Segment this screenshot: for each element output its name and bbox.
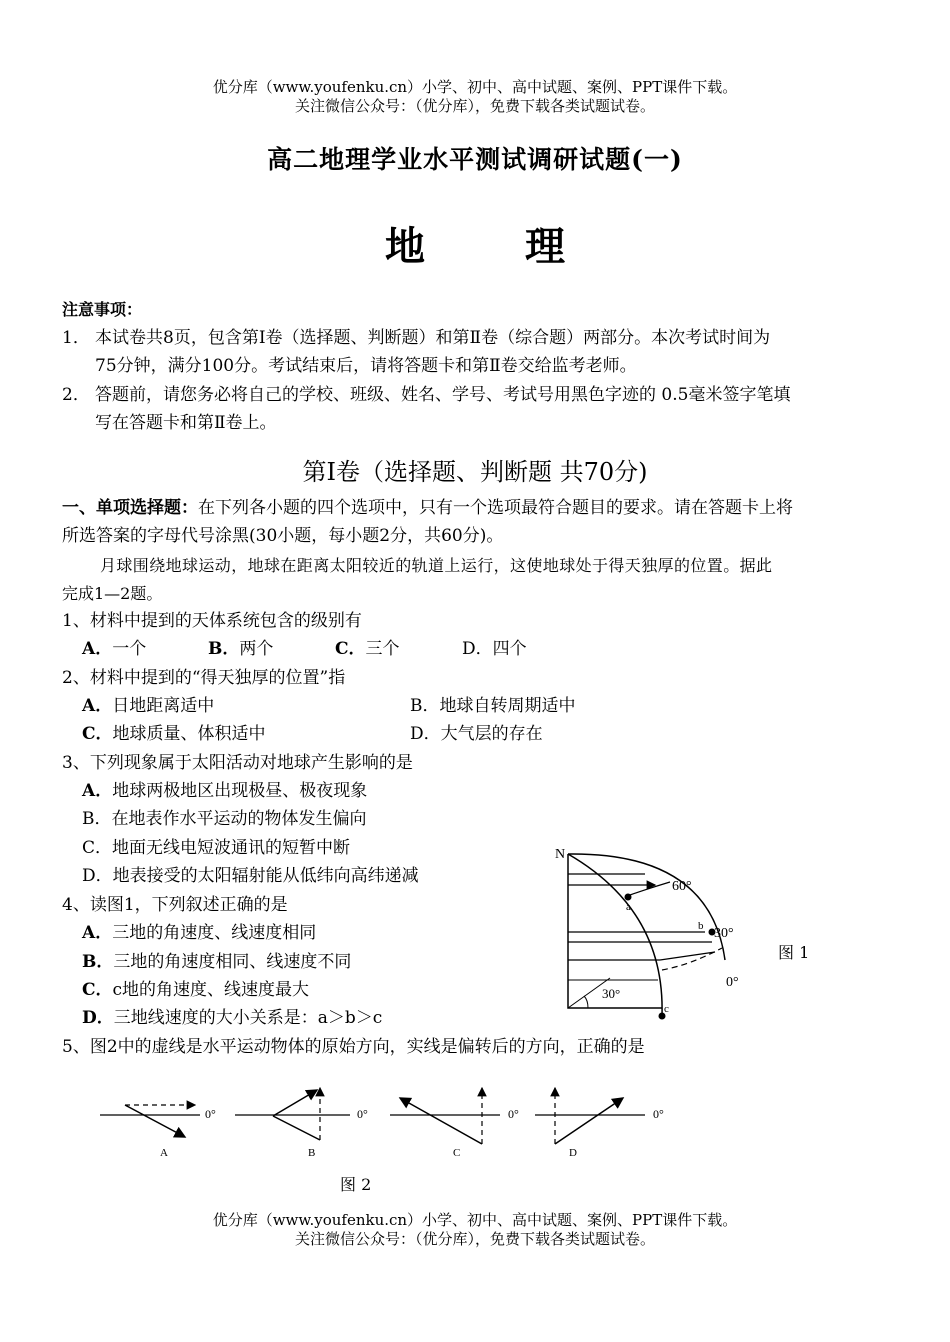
section-title: 第Ⅰ卷（选择题、判断题 共70分) (302, 458, 648, 486)
option-text: 在地表作水平运动的物体发生偏向 (111, 809, 367, 829)
subject-char-1: 地 (385, 223, 425, 270)
option-text: 地球两极地区出现极昼、极夜现象 (112, 781, 368, 801)
lat-60-arc (630, 882, 670, 895)
label-lat30: 30° (714, 926, 734, 941)
option-letter: B． (208, 639, 240, 659)
panel-a-degree: 0° (205, 1107, 216, 1121)
panel-d-degree: 0° (653, 1107, 664, 1121)
part1-text: 在下列各小题的四个选项中，只有一个选项最符合题目的要求。请在答题卡上将 (198, 498, 793, 518)
option-letter: B． (82, 809, 112, 829)
panel-d-letter: D (569, 1147, 577, 1159)
option-text: c地的角速度、线速度最大 (112, 980, 310, 1000)
notice-item-2-line1: 答题前，请您务必将自己的学校、班级、姓名、学号、考试号用黑色字迹的 0.5毫米签字笔填 (95, 385, 791, 405)
panel-c-degree: 0° (508, 1107, 519, 1121)
part1-line1 (62, 494, 793, 522)
panel-b-letter: B (308, 1147, 316, 1159)
footer-line-1: 优分库（www.youfenku.cn）小学、初中、高中试题、案例、PPT课件下载。 (212, 1211, 738, 1229)
part1-label: 一、单项选择题： (62, 498, 198, 518)
part1-line2: 所选答案的字母代号涂黑(30小题，每小题2分，共60分)。 (62, 526, 504, 546)
q1-option-d[interactable] (462, 635, 527, 663)
option-text: 一个 (112, 639, 147, 659)
option-letter: C． (82, 980, 113, 1000)
q4-option-c[interactable] (82, 976, 309, 1004)
option-letter: B． (410, 696, 440, 716)
header-line-2: 关注微信公众号：（优分库），免费下载各类试题试卷。 (294, 97, 655, 115)
option-letter: A． (82, 923, 113, 943)
option-letter: D． (410, 724, 441, 744)
option-text: 三个 (365, 639, 400, 659)
option-letter: A． (82, 639, 113, 659)
exam-title: 高二地理学业水平测试调研试题(一) (267, 145, 683, 174)
option-text: 地球自转周期适中 (439, 696, 576, 716)
figure-1-caption: 图 1 (778, 943, 810, 962)
label-lat0: 0° (726, 975, 739, 990)
option-text: 两个 (239, 639, 274, 659)
q1-option-c[interactable] (335, 635, 400, 663)
option-letter: B． (82, 952, 114, 972)
figure-2-panel-a (100, 1105, 216, 1159)
option-letter: D． (82, 866, 113, 886)
lat-30-side (660, 952, 715, 960)
subject-title (0, 215, 950, 272)
label-north: N (555, 847, 566, 862)
q3-stem: 3、下列现象属于太阳活动对地球产生影响的是 (62, 753, 413, 773)
q2-option-c[interactable] (82, 720, 266, 748)
notice-item-1-line1: 本试卷共8页，包含第Ⅰ卷（选择题、判断题）和第Ⅱ卷（综合题）两部分。本次考试时间为 (95, 328, 771, 348)
subject-char-2: 理 (525, 223, 565, 270)
label-lat60: 60° (672, 879, 692, 894)
option-letter: A． (82, 696, 113, 716)
option-text: 地面无线电短波通讯的短暂中断 (112, 838, 351, 858)
angle-arc (584, 996, 588, 1008)
q3-option-c[interactable] (82, 834, 350, 862)
notice-item-1-line2: 75分钟，满分100分。考试结束后，请将答题卡和第Ⅱ卷交给监考老师。 (95, 356, 637, 376)
panel-b-degree: 0° (357, 1107, 368, 1121)
panel-c-letter: C (453, 1147, 461, 1159)
point-a (625, 894, 632, 901)
option-letter: C． (335, 639, 366, 659)
header-line-1: 优分库（www.youfenku.cn）小学、初中、高中试题、案例、PPT课件下载。 (212, 78, 738, 96)
label-angle: 30° (602, 986, 621, 1001)
option-text: 三地的角速度相同、线速度不同 (113, 952, 352, 972)
option-text: 地球质量、体积适中 (112, 724, 266, 744)
option-text: 三地线速度的大小关系是：a＞b＞c (113, 1008, 383, 1028)
option-text: 三地的角速度、线速度相同 (112, 923, 317, 943)
axis-frame (568, 854, 662, 1008)
q5-stem: 5、图2中的虚线是水平运动物体的原始方向，实线是偏转后的方向，正确的是 (62, 1037, 645, 1057)
label-b: b (698, 920, 704, 932)
option-letter: A． (82, 781, 113, 801)
footer-line-2: 关注微信公众号：（优分库），免费下载各类试题试卷。 (294, 1230, 655, 1248)
option-text: 大气层的存在 (440, 724, 543, 744)
q3-option-a[interactable] (82, 777, 367, 805)
q4-option-b[interactable] (82, 948, 351, 976)
option-letter: D． (82, 1008, 114, 1028)
q2-option-a[interactable] (82, 692, 214, 720)
q2-stem: 2、材料中提到的“得天独厚的位置”指 (62, 668, 346, 688)
notice-item-2-num: 2． (62, 385, 90, 405)
panel-a-letter: A (160, 1147, 168, 1159)
notice-item-1-num: 1． (62, 328, 90, 348)
q1-option-b[interactable] (208, 635, 273, 663)
q3-option-b[interactable] (82, 805, 367, 833)
figure-1-diagram (540, 840, 780, 1030)
option-letter: D． (462, 639, 493, 659)
label-a: a (626, 901, 631, 913)
q4-stem: 4、读图1，下列叙述正确的是 (62, 895, 288, 915)
option-letter: C． (82, 838, 113, 858)
material-line2: 完成1—2题。 (62, 584, 163, 603)
q2-option-d[interactable] (410, 720, 543, 748)
notice-heading: 注意事项： (62, 300, 143, 319)
q3-option-d[interactable] (82, 862, 419, 890)
q1-option-a[interactable] (82, 635, 146, 663)
option-letter: C． (82, 724, 113, 744)
material-line1: 月球围绕地球运动，地球在距离太阳较近的轨道上运行，这使地球处于得天独厚的位置。据此 (100, 556, 773, 575)
q4-option-d[interactable] (82, 1004, 382, 1032)
q2-option-b[interactable] (410, 692, 576, 720)
q4-option-a[interactable] (82, 919, 316, 947)
figure-2-panel-c (390, 1088, 519, 1159)
option-text: 日地距离适中 (112, 696, 215, 716)
q1-stem: 1、材料中提到的天体系统包含的级别有 (62, 611, 362, 631)
label-c: c (664, 1003, 669, 1015)
option-text: 地表接受的太阳辐射能从低纬向高纬递减 (112, 866, 419, 886)
figure-2-panel-d (535, 1088, 664, 1159)
figure-2-panel-b (235, 1088, 368, 1159)
figure-2-caption: 图 2 (340, 1175, 372, 1194)
option-text: 四个 (492, 639, 527, 659)
figure-2-diagram (95, 1080, 695, 1162)
notice-item-2-line2: 写在答题卡和第Ⅱ卷上。 (95, 413, 277, 433)
